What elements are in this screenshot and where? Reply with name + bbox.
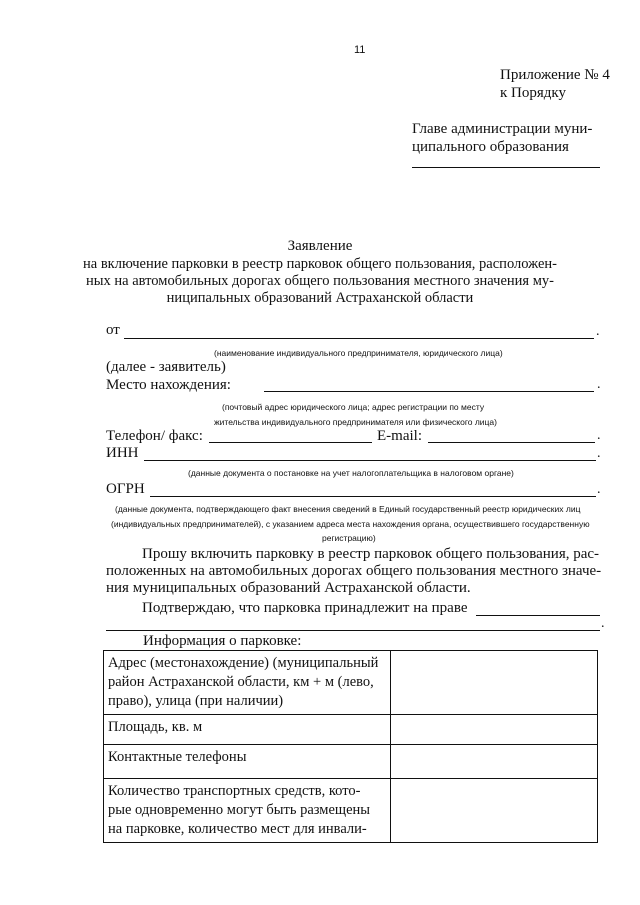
address-line2: район Астраханской области, км + м (лево,: [108, 674, 374, 690]
addressee-line1: Главе администрации муни-: [412, 121, 593, 137]
parking-info-table: [103, 650, 598, 843]
address-cell: [104, 651, 391, 715]
appendix-line2: к Порядку: [500, 85, 566, 101]
subject-line3: ниципальных образований Астраханской области: [166, 290, 474, 306]
phones-cell: [104, 745, 391, 779]
address-line1: Адрес (местонахождение) (муниципальный: [108, 655, 379, 671]
location-field[interactable]: [264, 391, 594, 392]
phone-label: Телефон/ факс:: [106, 428, 203, 444]
location-hint1: (почтовый адрес юридического лица; адрес регистрации по месту: [222, 402, 485, 412]
from-period: .: [596, 324, 600, 339]
subject-line2: ных на автомобильных дорогах общего пользования местного значения му-: [86, 273, 554, 289]
area-cell: [104, 715, 391, 745]
table-row: [104, 715, 598, 745]
inn-label: ИНН: [106, 445, 139, 461]
inn-field[interactable]: [144, 460, 596, 461]
vehicles-value[interactable]: [391, 779, 598, 843]
right-field-continued[interactable]: [106, 630, 600, 631]
area-label: Площадь, кв. м: [108, 719, 203, 735]
ogrn-hint3: регистрацию): [322, 533, 376, 543]
from-label: от: [106, 322, 120, 338]
right-field[interactable]: [476, 615, 600, 616]
phones-value[interactable]: [391, 745, 598, 779]
table-row: [104, 745, 598, 779]
email-field[interactable]: [428, 442, 595, 443]
vehicles-line1: Количество транспортных средств, кото-: [108, 783, 361, 799]
vehicles-line3: на парковке, количество мест для инвали-: [108, 821, 367, 837]
document-title: Заявление: [287, 238, 353, 254]
subject-line1: на включение парковки в реестр парковок общего пользования, расположен-: [83, 256, 557, 272]
vehicles-line2: рые одновременно могут быть размещены: [108, 802, 371, 818]
info-heading: Информация о парковке:: [143, 633, 302, 649]
from-hint: (наименование индивидуального предпринимателя, юридического лица): [214, 348, 503, 358]
ogrn-period: .: [597, 482, 601, 497]
inn-hint: (данные документа о постановке на учет налогоплательщика в налоговом органе): [188, 468, 514, 478]
phone-field[interactable]: [209, 442, 372, 443]
ogrn-hint1: (данные документа, подтверждающего факт внесения сведений в Единый государственный реестр юридических лиц: [115, 504, 581, 514]
inn-period: .: [597, 446, 601, 461]
vehicles-cell: [104, 779, 391, 843]
addressee-line2: ципального образования: [412, 139, 569, 155]
request-line1: Прошу включить парковку в реестр парковок общего пользования, рас-: [142, 546, 600, 562]
request-line2: положенных на автомобильных дорогах общего пользования местного значе-: [106, 563, 602, 579]
table-row: [104, 651, 598, 715]
address-line3: право), улица (при наличии): [108, 693, 284, 709]
ogrn-label: ОГРН: [106, 481, 145, 497]
appendix-line1: Приложение № 4: [500, 67, 610, 83]
confirm-text: Подтверждаю, что парковка принадлежит на праве: [142, 600, 468, 616]
location-hint2: жительства индивидуального предпринимателя или физического лица): [214, 417, 497, 427]
request-line3: ния муниципальных образований Астраханской области.: [106, 580, 471, 596]
ogrn-hint2: (индивидуальных предпринимателей), с указанием адреса места нахождения органа, осуществившего государственную: [111, 519, 590, 529]
applicant-label: (далее - заявитель): [106, 359, 226, 375]
right-period: .: [601, 616, 605, 631]
location-period: .: [597, 377, 601, 392]
phones-label: Контактные телефоны: [108, 749, 247, 765]
page-number: 11: [354, 44, 366, 56]
area-value[interactable]: [391, 715, 598, 745]
from-field[interactable]: [124, 338, 594, 339]
addressee-underline: [412, 167, 600, 168]
ogrn-field[interactable]: [150, 496, 596, 497]
address-value[interactable]: [391, 651, 598, 715]
location-label: Место нахождения:: [106, 377, 231, 393]
email-period: .: [597, 428, 601, 443]
email-label: E-mail:: [377, 428, 422, 444]
table-row: [104, 779, 598, 843]
